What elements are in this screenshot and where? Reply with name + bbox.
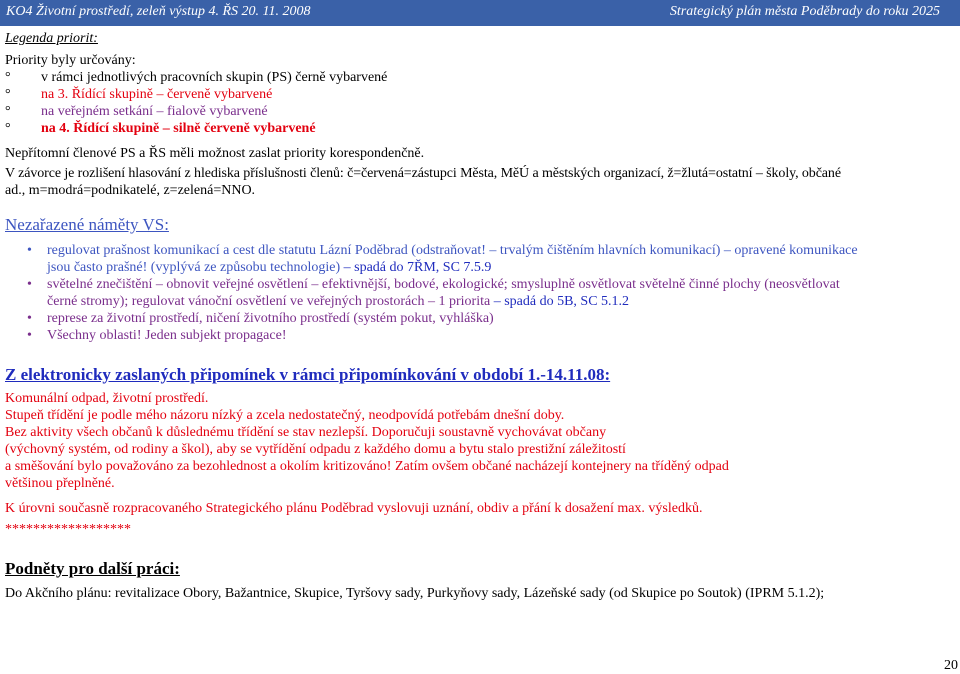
paragraph-line: Bez aktivity všech občanů k důslednému třídění se stav nezlepší. Doporučuji soustavně vychovávat občany — [5, 425, 607, 440]
paragraph-line: většinou přeplněné. — [5, 476, 115, 491]
list-item-text: světelné znečištění – obnovit veřejné osvětlení – efektivnější, bodové, ekologické; smysluplně osvětlovat světelně činné plochy (neosvětlovat — [47, 277, 840, 292]
page-header — [0, 0, 960, 26]
list-item-text: represe za životní prostředí, ničení životního prostředí (systém pokut, vyhláška) — [47, 311, 494, 326]
list-item — [5, 242, 955, 276]
legend-title: Legenda priorit: — [5, 31, 98, 46]
legend-note: Nepřítomní členové PS a ŘS měli možnost zaslat priority korespondenčně. — [5, 146, 425, 161]
stars-separator: ****************** — [5, 522, 131, 537]
header-left-text: KO4 Životní prostředí, zeleň výstup 4. ŘS 20. 11. 2008 — [6, 4, 311, 19]
legend-item-text: na 3. Řídící skupině – červeně vybarvené — [41, 87, 273, 102]
paragraph-line: Stupeň třídění je podle mého názoru nízký a zcela nedostatečný, neodpovídá potřebám dnešní doby. — [5, 408, 565, 423]
list-item-text: jsou často prašné! (vyplývá ze způsobu technologie) — [47, 260, 341, 275]
legend-item-text: v rámci jednotlivých pracovních skupin (PS) černě vybarvené — [41, 70, 388, 85]
legend-item — [5, 86, 955, 103]
legend-item — [5, 103, 955, 120]
list-item-text: černé stromy); regulovat vánoční osvětlení ve veřejných prostorách – 1 priorita — [47, 294, 491, 309]
legend-intro: Priority byly určovány: — [5, 53, 136, 68]
page-number: 20 — [944, 658, 958, 673]
paragraph-line: Komunální odpad, životní prostředí. — [5, 391, 209, 406]
list-item — [5, 310, 955, 327]
legend-note: V závorce je rozlišení hlasování z hlediska příslušnosti členů: č=červená=zástupci Města, MěÚ a městských organizací, ž=žlutá=ostatní – školy, občané — [5, 166, 841, 181]
legend-item-text: na 4. Řídící skupině – silně červeně vybarvené — [41, 121, 316, 136]
list-item-ref: – spadá do 7ŘM, SC 7.5.9 — [340, 260, 492, 275]
section-heading-electronic: Z elektronicky zaslaných připomínek v rámci připomínkování v období 1.-14.11.08: — [5, 365, 611, 384]
list-item — [5, 276, 955, 310]
legend-item — [5, 120, 955, 137]
legend-item — [5, 69, 955, 86]
section-heading-future: Podněty pro další práci: — [5, 559, 180, 578]
paragraph-line: (výchovný systém, od rodiny a škol), aby se vytřídění odpadu z každého domu a bytu stalo prestižní záležitostí — [5, 442, 626, 457]
degree-marker: ° — [5, 104, 11, 119]
list-item-text: Všechny oblasti! Jeden subjekt propagace! — [47, 328, 287, 343]
section-heading-unassigned: Nezařazené náměty VS: — [5, 215, 169, 234]
degree-marker: ° — [5, 87, 11, 102]
header-right-text: Strategický plán města Poděbrady do roku 2025 — [669, 4, 940, 19]
electronic-paragraph — [5, 390, 955, 492]
degree-marker: ° — [5, 121, 11, 136]
list-item-ref: – spadá do 5B, SC 5.1.2 — [490, 294, 630, 309]
list-item-text: regulovat prašnost komunikací a cest dle statutu Lázní Poděbrad (odstraňovat! – trvalým čištěním hlavních komunikací) – opravené komunikace — [47, 243, 858, 258]
document-body — [5, 30, 955, 602]
degree-marker: ° — [5, 70, 11, 85]
electronic-paragraph: K úrovni současně rozpracovaného Strategického plánu Poděbrad vyslovuji uznání, obdiv a přání k dosažení max. výsledků. — [5, 501, 703, 516]
unassigned-list — [5, 242, 955, 344]
list-item — [5, 327, 955, 344]
paragraph-line: a směšování bylo považováno za bezohlednost a okolím kritizováno! Zatím ovšem občané nacházejí kontejnery na tříděný odpad — [5, 459, 729, 474]
legend-item-text: na veřejném setkání – fialově vybarvené — [41, 104, 268, 119]
legend-note: ad., m=modrá=podnikatelé, z=zelená=NNO. — [5, 183, 256, 198]
future-text: Do Akčního plánu: revitalizace Obory, Bažantnice, Skupice, Tyršovy sady, Purkyňovy sady, Lázeňské sady (od Skupice po Soutok) (IPRM 5.1.2); — [5, 586, 825, 601]
